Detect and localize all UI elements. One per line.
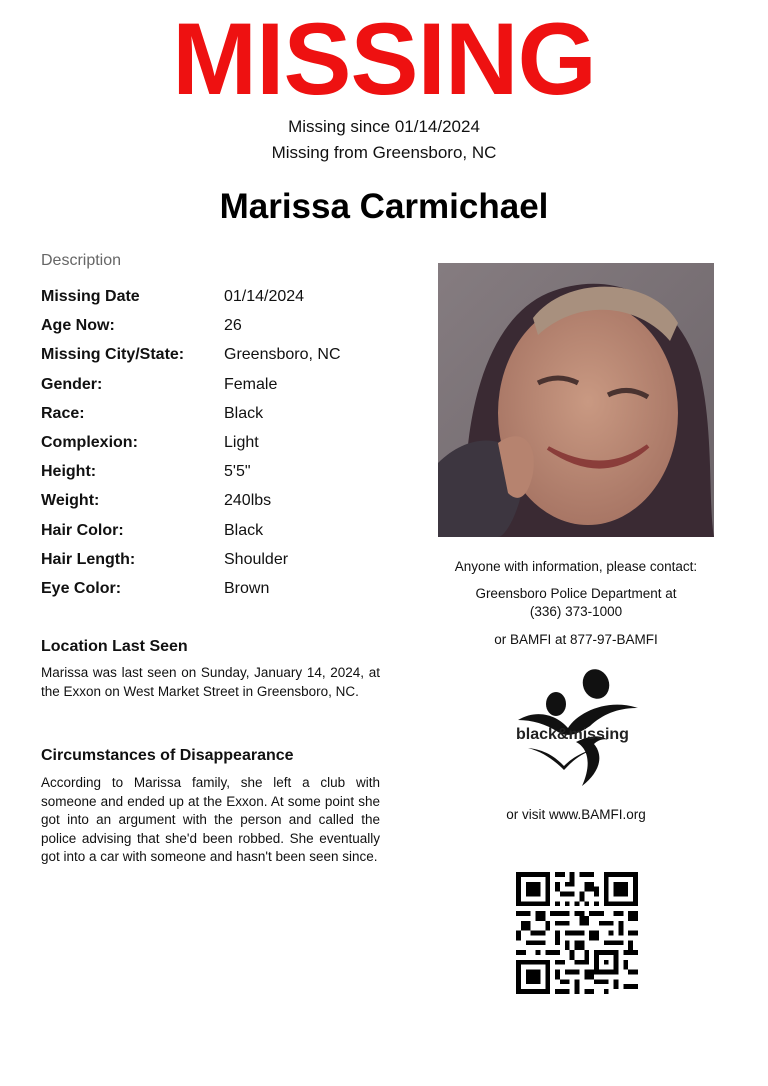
field-label: Hair Length: xyxy=(41,551,136,568)
person-name: Marissa Carmichael xyxy=(219,187,549,226)
field-label: Weight: xyxy=(41,492,100,509)
description-heading: Description xyxy=(41,252,122,269)
bamfi-phone[interactable]: or BAMFI at 877-97-BAMFI xyxy=(494,632,658,647)
svg-text:black&missing: black&missing xyxy=(516,726,629,743)
field-label: Height: xyxy=(41,463,97,480)
field-label: Missing City/State: xyxy=(41,346,185,363)
field-value: 26 xyxy=(224,317,242,334)
field-value: Shoulder xyxy=(224,551,289,568)
contact-intro: Anyone with information, please contact: xyxy=(454,559,698,574)
field-value: Light xyxy=(224,434,259,451)
field-value: Female xyxy=(224,376,278,393)
circumstances-heading: Circumstances of Disappearance xyxy=(41,747,294,764)
field-label: Gender: xyxy=(41,376,103,393)
police-contact: Greensboro Police Department at xyxy=(475,586,677,601)
website-text[interactable]: or visit www.BAMFI.org xyxy=(506,807,646,822)
missing-since: Missing since 01/14/2024 xyxy=(288,117,480,136)
field-value: Black xyxy=(224,522,264,539)
black-and-missing-logo-icon xyxy=(508,668,640,786)
missing-from: Missing from Greensboro, NC xyxy=(271,143,497,162)
field-label: Missing Date xyxy=(41,288,140,305)
field-label: Complexion: xyxy=(41,434,138,451)
location-text: Marissa was last seen on Sunday, January 14, 2024, at the Exxon on West Market Street in Greensboro, NC. xyxy=(41,665,380,699)
field-value: Brown xyxy=(224,580,270,597)
field-value: 5'5" xyxy=(224,463,251,480)
field-label: Hair Color: xyxy=(41,522,124,539)
field-value: Greensboro, NC xyxy=(224,346,341,363)
missing-title: MISSING xyxy=(172,2,596,116)
location-heading: Location Last Seen xyxy=(41,638,188,655)
field-label: Race: xyxy=(41,405,85,422)
field-value: 01/14/2024 xyxy=(224,288,305,305)
police-phone[interactable]: (336) 373-1000 xyxy=(529,604,623,619)
circumstances-text: According to Marissa family, she left a club with someone and ended up at the Exxon. At some point she got into an argument with the person and called the police advising that she'd been robbed. She eventually got into a car with someone and hasn't been seen since. xyxy=(41,775,380,864)
qr-code-icon[interactable] xyxy=(516,872,638,994)
field-value: Black xyxy=(224,405,264,422)
field-label: Eye Color: xyxy=(41,580,122,597)
person-photo xyxy=(438,263,714,537)
field-label: Age Now: xyxy=(41,317,115,334)
field-value: 240lbs xyxy=(224,492,272,509)
